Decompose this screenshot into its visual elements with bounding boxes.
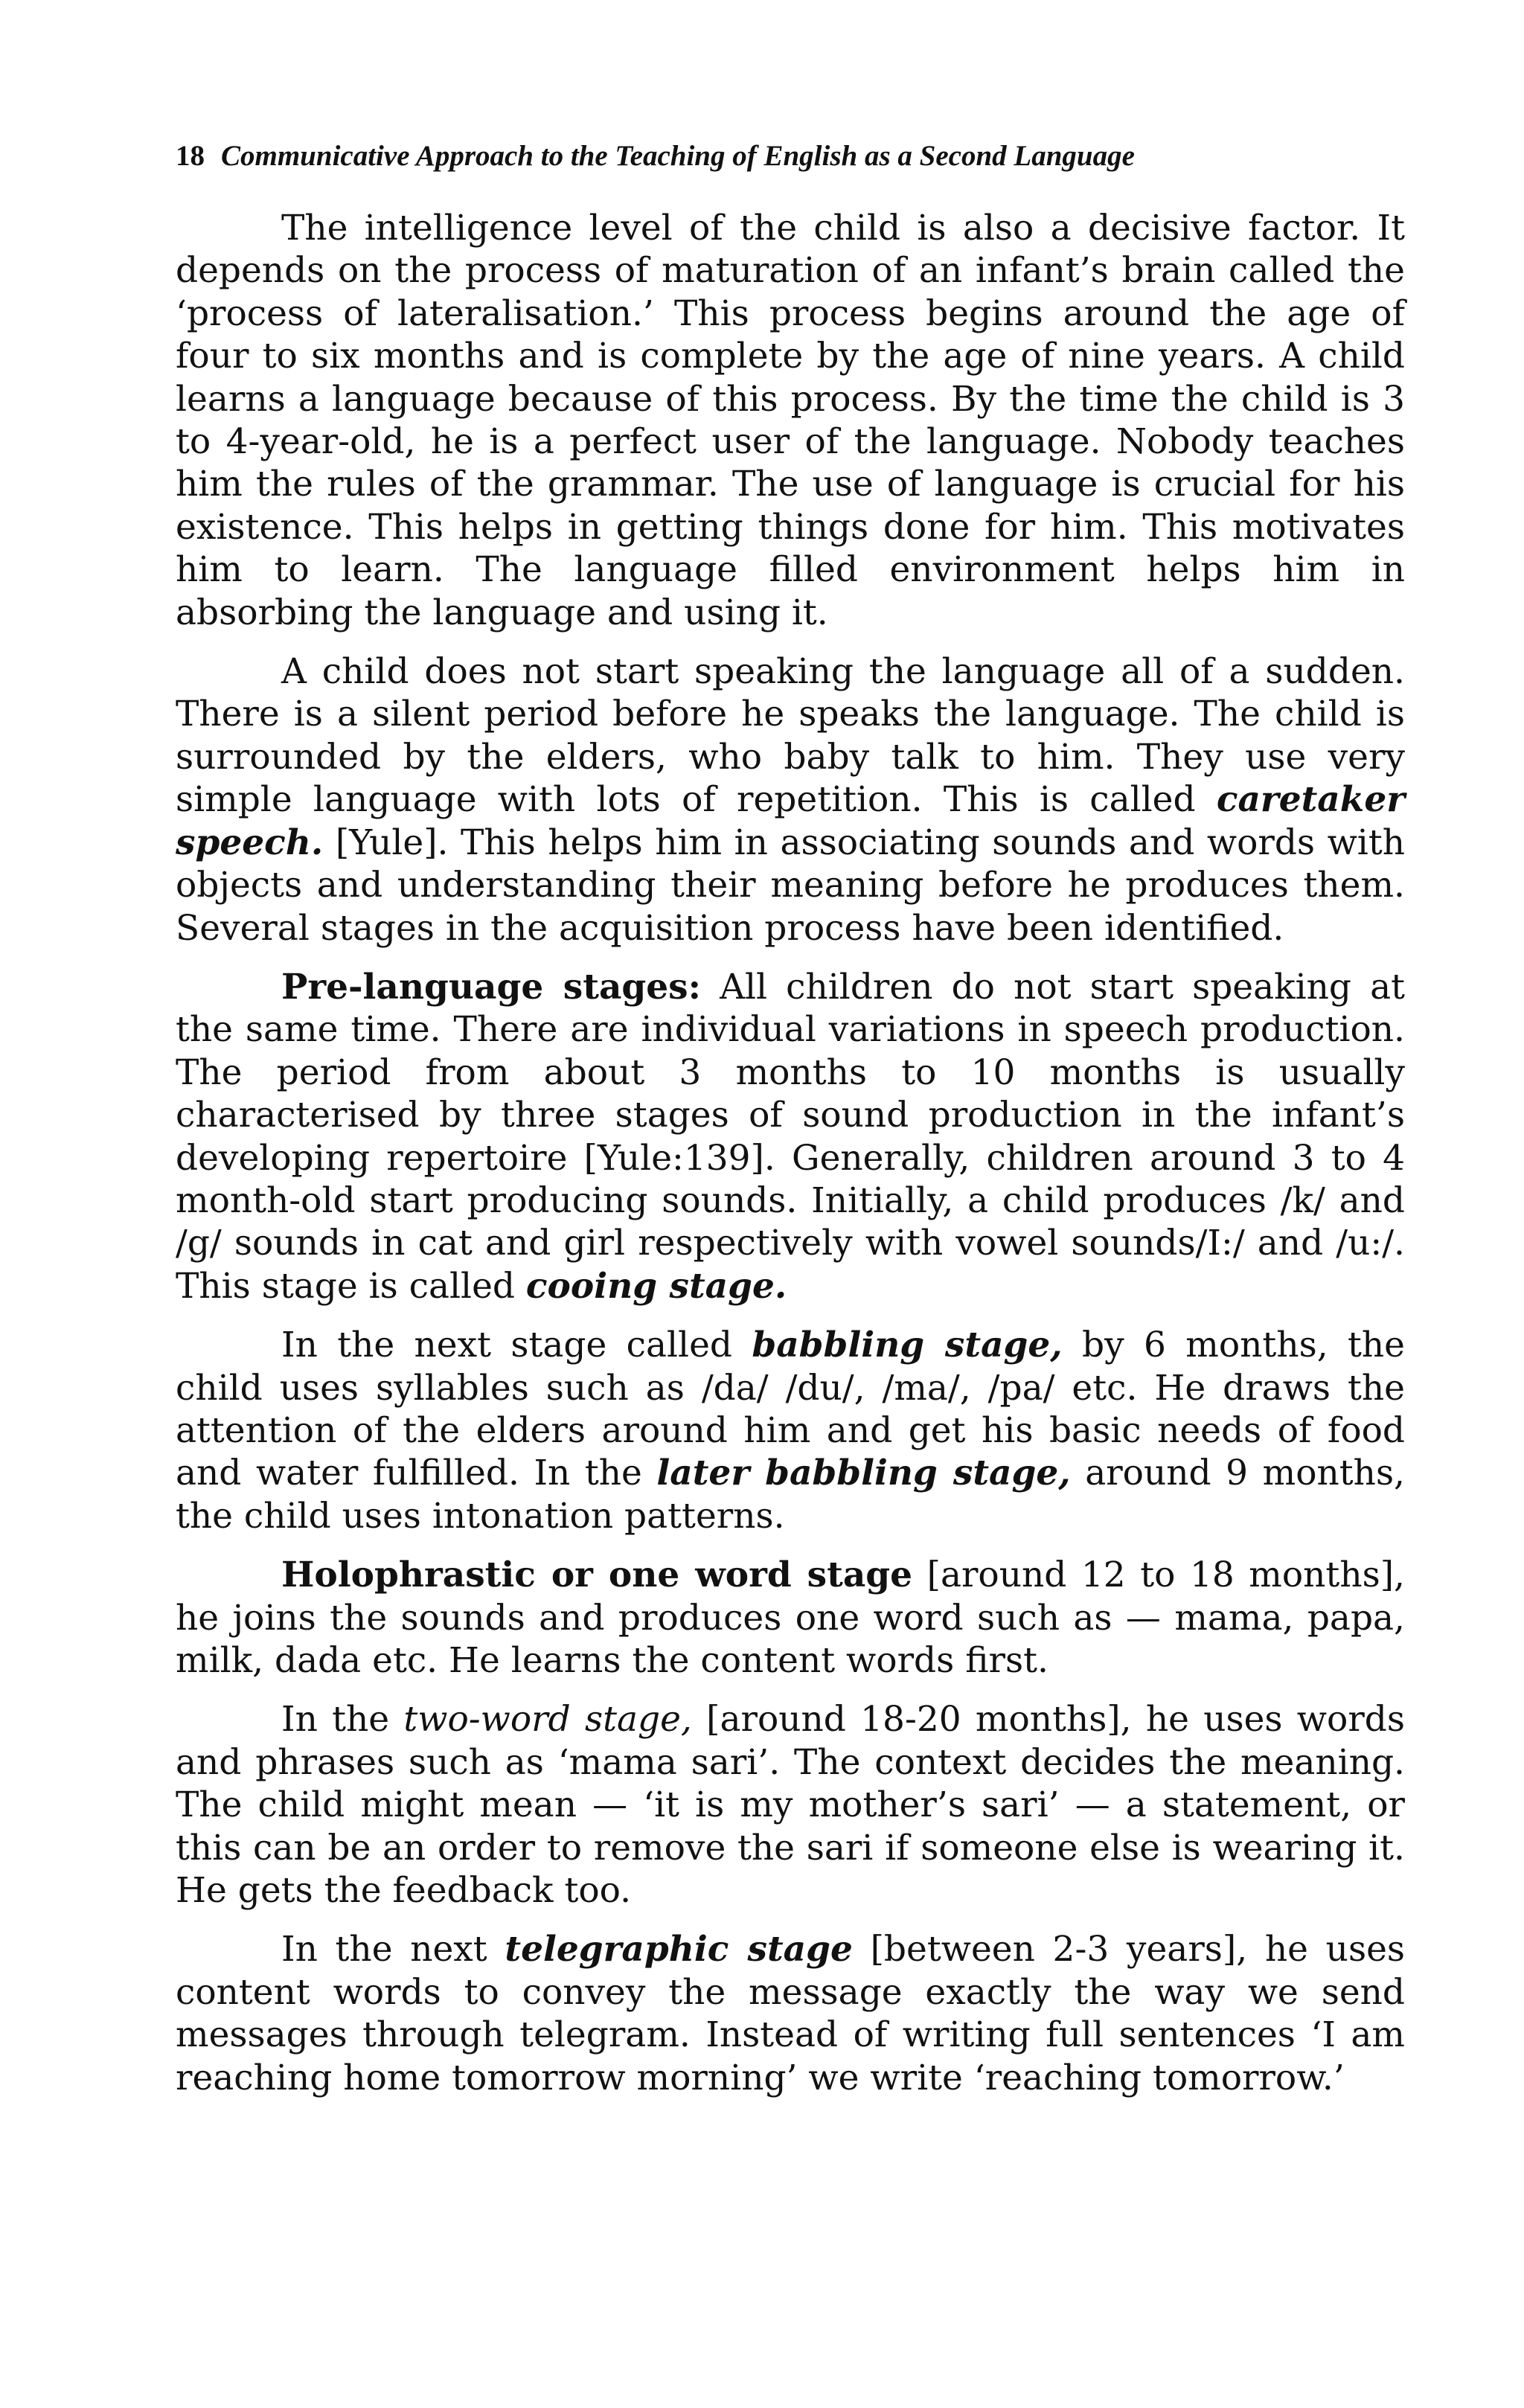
paragraph-two-word-stage: In the two-word stage, [around 18-20 months], he uses words and phrases such as ‘mama sari’. The context decides the meaning. The child might mean — ‘it is my mother’s sari’ — a statement, or this can be an order to remove the sari if someone else is wearing it. He gets the feedback too.	[176, 1699, 1405, 1912]
term-later-babbling-stage: later babbling stage,	[656, 1453, 1071, 1494]
term-telegraphic-stage: telegraphic stage	[505, 1929, 853, 1970]
term-babbling-stage: babbling stage,	[752, 1325, 1063, 1366]
running-header	[176, 138, 1381, 174]
paragraph-lateralisation: The intelligence level of the child is also a decisive factor. It depends on the process of maturation of an infant’s brain called the ‘process of lateralisation.’ This process begins around the age of four to six months and is complete by the age of nine years. A child learns a language because of this process. By the time the child is 3 to 4-year-old, he is a perfect user of the language. Nobody teaches him the rules of the grammar. The use of language is crucial for his existence. This helps in getting things done for him. This motivates him to learn. The language filled environment helps him in absorbing the language and using it.	[176, 208, 1405, 633]
page-number: 18	[176, 140, 205, 172]
term-two-word-stage: two-word stage,	[403, 1699, 692, 1741]
term-cooing-stage: cooing stage.	[525, 1265, 787, 1307]
body-text	[176, 207, 1405, 2099]
paragraph-pre-language-stages: Pre-language stages: All children do not start speaking at the same time. There are individual variations in speech production. The period from about 3 months to 10 months is usually characterised by three stages of sound production in the infant’s developing repertoire [Yule:139]. Generally, children around 3 to 4 month-old start producing sounds. Initially, a child produces /k/ and /g/ sounds in cat and girl respectively with vowel sounds/I:/ and /u:/. This stage is called cooing stage.	[176, 966, 1405, 1307]
paragraph-telegraphic-stage: In the next telegraphic stage [between 2-3 years], he uses content words to convey the message exactly the way we send messages through telegram. Instead of writing full sentences ‘I am reaching home tomorrow morning’ we write ‘reaching tomorrow.’	[176, 1929, 1406, 2098]
paragraph-silent-period: A child does not start speaking the language all of a sudden. There is a silent period before he speaks the language. The child is surrounded by the elders, who baby talk to him. They use very simple language with lots of repetition. This is called caretaker speech. [Yule]. This helps him in associating sounds and words with objects and understanding their meaning before he produces them. Several stages in the acquisition process have been identified.	[176, 651, 1405, 949]
term-caretaker-speech: caretaker speech.	[176, 779, 1405, 863]
running-title: Communicative Approach to the Teaching of English as a Second Language	[221, 140, 1135, 172]
heading-pre-language-stages: Pre-language stages:	[281, 966, 701, 1008]
paragraph-holophrastic-stage: Holophrastic or one word stage [around 12 to 18 months], he joins the sounds and produces one word such as — mama, papa, milk, dada etc. He learns the content words first.	[176, 1554, 1405, 1681]
paragraph-babbling-stage: In the next stage called babbling stage, by 6 months, the child uses syllables such as /da/ /du/, /ma/, /pa/ etc. He draws the attention of the elders around him and get his basic needs of food and water fulfilled. In the later babbling stage, around 9 months, the child uses intonation patterns.	[176, 1325, 1405, 1537]
heading-holophrastic-stage: Holophrastic or one word stage	[281, 1554, 913, 1596]
